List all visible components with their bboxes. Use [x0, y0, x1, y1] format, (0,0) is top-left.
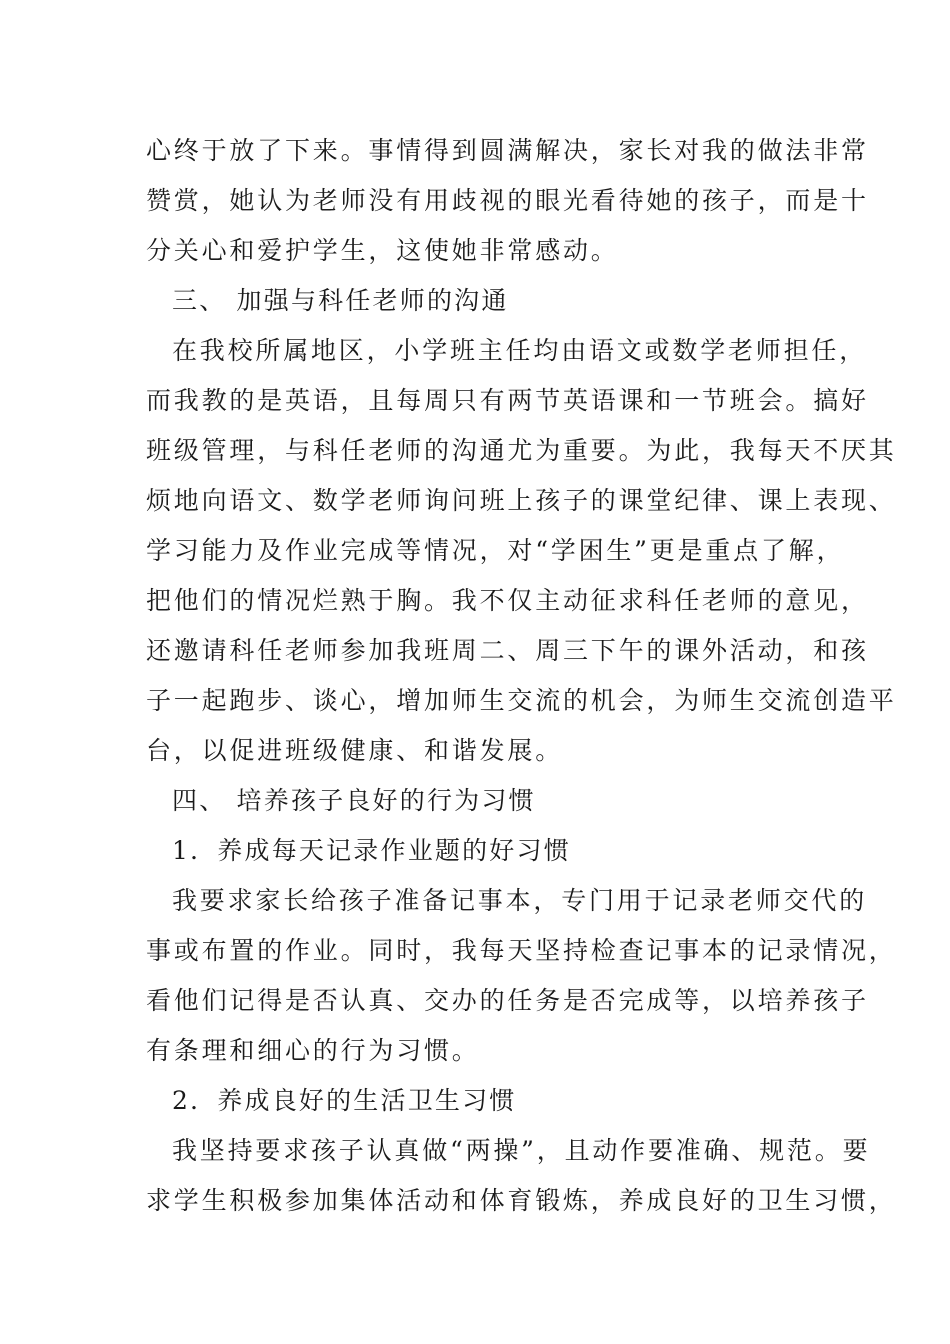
subsection-heading: 1．养成每天记录作业题的好习惯	[172, 836, 571, 865]
paragraph-line: 事或布置的作业。同时，我每天坚持检查记事本的记录情况，	[146, 936, 897, 965]
paragraph-line: 求学生积极参加集体活动和体育锻炼，养成良好的卫生习惯，	[146, 1186, 897, 1215]
body-text	[146, 126, 897, 1226]
paragraph-line: 学习能力及作业完成等情况，对“学困生”更是重点了解，	[146, 536, 845, 565]
paragraph-line: 在我校所属地区，小学班主任均由语文或数学老师担任，	[172, 336, 868, 365]
paragraph-line: 班级管理，与科任老师的沟通尤为重要。为此，我每天不厌其	[146, 436, 897, 465]
paragraph-line: 子一起跑步、谈心，增加师生交流的机会，为师生交流创造平	[146, 686, 897, 715]
paragraph-line: 还邀请科任老师参加我班周二、周三下午的课外活动，和孩	[146, 636, 869, 665]
paragraph-line: 有条理和细心的行为习惯。	[146, 1036, 480, 1065]
paragraph-line: 烦地向语文、数学老师询问班上孩子的课堂纪律、课上表现、	[146, 486, 897, 515]
paragraph-line: 心终于放了下来。事情得到圆满解决，家长对我的做法非常	[146, 136, 869, 165]
paragraph-line: 看他们记得是否认真、交办的任务是否完成等，以培养孩子	[146, 986, 869, 1015]
paragraph-line: 分关心和爱护学生，这使她非常感动。	[146, 236, 619, 265]
paragraph-line: 我要求家长给孩子准备记事本，专门用于记录老师交代的	[172, 886, 868, 915]
paragraph-line: 赞赏，她认为老师没有用歧视的眼光看待她的孩子，而是十	[146, 186, 869, 215]
paragraph-line: 而我教的是英语，且每周只有两节英语课和一节班会。搞好	[146, 386, 869, 415]
subsection-heading: 2．养成良好的生活卫生习惯	[172, 1086, 517, 1115]
section-heading: 三、 加强与科任老师的沟通	[172, 286, 509, 315]
paragraph-line: 台，以促进班级健康、和谐发展。	[146, 736, 564, 765]
section-heading: 四、 培养孩子良好的行为习惯	[172, 786, 536, 815]
paragraph-line: 把他们的情况烂熟于胸。我不仅主动征求科任老师的意见，	[146, 586, 869, 615]
paragraph-line: 我坚持要求孩子认真做“两操”，且动作要准确、规范。要	[172, 1136, 871, 1165]
